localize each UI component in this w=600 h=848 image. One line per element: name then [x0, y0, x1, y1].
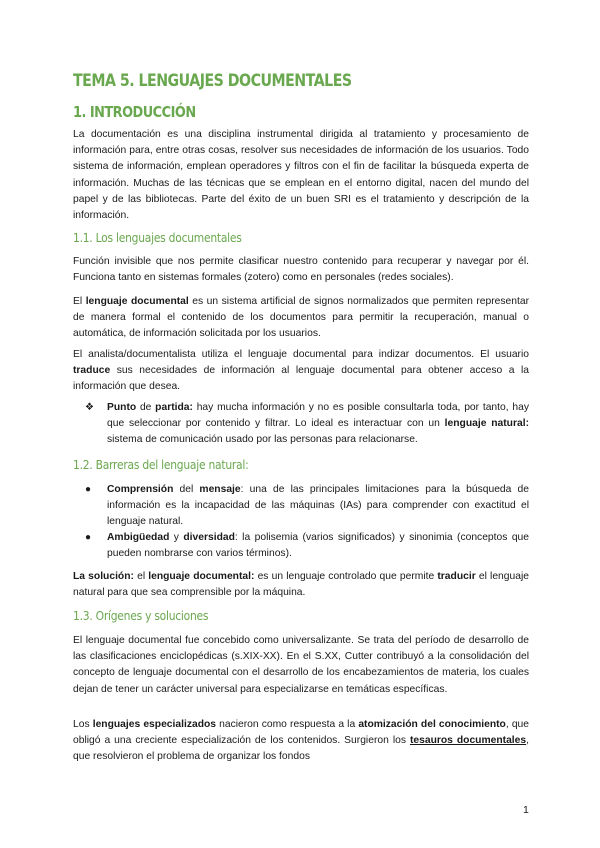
page-number: 1 [523, 804, 529, 816]
paragraph-analista: El analista/documentalista utiliza el lenguaje documental para indizar documentos. El usuario traduce sus necesidades de información al lenguaje documental para obtener acceso a la información que desea. [73, 349, 529, 393]
section-heading-introduccion: 1. INTRODUCCIÓN [73, 103, 196, 121]
subsection-heading-barreras: 1.2. Barreras del lenguaje natural: [73, 457, 249, 472]
paragraph-intro: La documentación es una disciplina instrumental dirigida al tratamiento y procesamiento de información para, entre otras cosas, resolver sus necesidades de información de los usuarios. Todo sistema de información, emplean operadores y filtros con el fin de facilitar la búsqueda experta de información. Muchas de las técnicas que se emplean en el entorno digital, nacen del mundo del papel y de las bibliotecas. Parte del éxito de un buen SRI es el tratamiento y descripción de la información. [73, 129, 529, 222]
diamond-bullet-icon: ❖ [85, 402, 94, 413]
dot-bullet-icon: ● [85, 532, 92, 543]
page-title: TEMA 5. LENGUAJES DOCUMENTALES [73, 71, 352, 90]
paragraph-origen: El lenguaje documental fue concebido como universalizante. Se trata del período de desarrollo de las clasificaciones enciclopédicas (s.XIX-XX). En el S.XX, Cutter contribuyó a la consolidación del concepto de lenguaje documental con el desarrollo de los encabezamientos de materia, los cuales dejan de tener un carácter universal para especializarse en temáticas específicas. [73, 635, 529, 695]
list-item-comprension: ● Comprensión del mensaje: una de las principales limitaciones para la búsqueda de información es la incapacidad de las máquinas (IAs) para comprender con exactitud el lenguaje natural. [85, 484, 529, 528]
paragraph-lenguaje-documental: El lenguaje documental es un sistema artificial de signos normalizados que permiten representar de manera formal el contenido de los documentos para permitir la recuperación, manual o automática, de información solicitada por los usuarios. [73, 296, 529, 340]
dot-bullet-icon: ● [85, 484, 92, 495]
subsection-heading-lenguajes: 1.1. Los lenguajes documentales [73, 230, 242, 245]
list-item-ambiguedad: ● Ambigüedad y diversidad: la polisemia (varios significados) y sinonimia (conceptos que pueden nombrarse con varios términos). [85, 532, 530, 560]
paragraph-funcion: Función invisible que nos permite clasificar nuestro contenido para recuperar y navegar por él. Funciona tanto en sistemas formales (zotero) como en personales (redes sociales). [73, 256, 529, 284]
subsection-heading-origenes: 1.3. Orígenes y soluciones [73, 608, 209, 623]
paragraph-lenguajes-especializados: Los lenguajes especializados nacieron como respuesta a la atomización del conocimiento, que obligó a una creciente especialización de los contenidos. Surgieron los tesauros documentales, que resolvieron el problema de organizar los fondos [73, 719, 530, 763]
list-item-punto-partida: ❖ Punto de partida: hay mucha información y no es posible consultarla toda, por tanto, hay que seleccionar por contenido y filtrar. Lo ideal es interactuar con un lenguaje natural: sistema de comunicación usado por las personas para relacionarse. [85, 402, 529, 446]
paragraph-solucion: La solución: el lenguaje documental: es un lenguaje controlado que permite traducir el lenguaje natural para que sea comprensible por la máquina. [73, 571, 529, 599]
